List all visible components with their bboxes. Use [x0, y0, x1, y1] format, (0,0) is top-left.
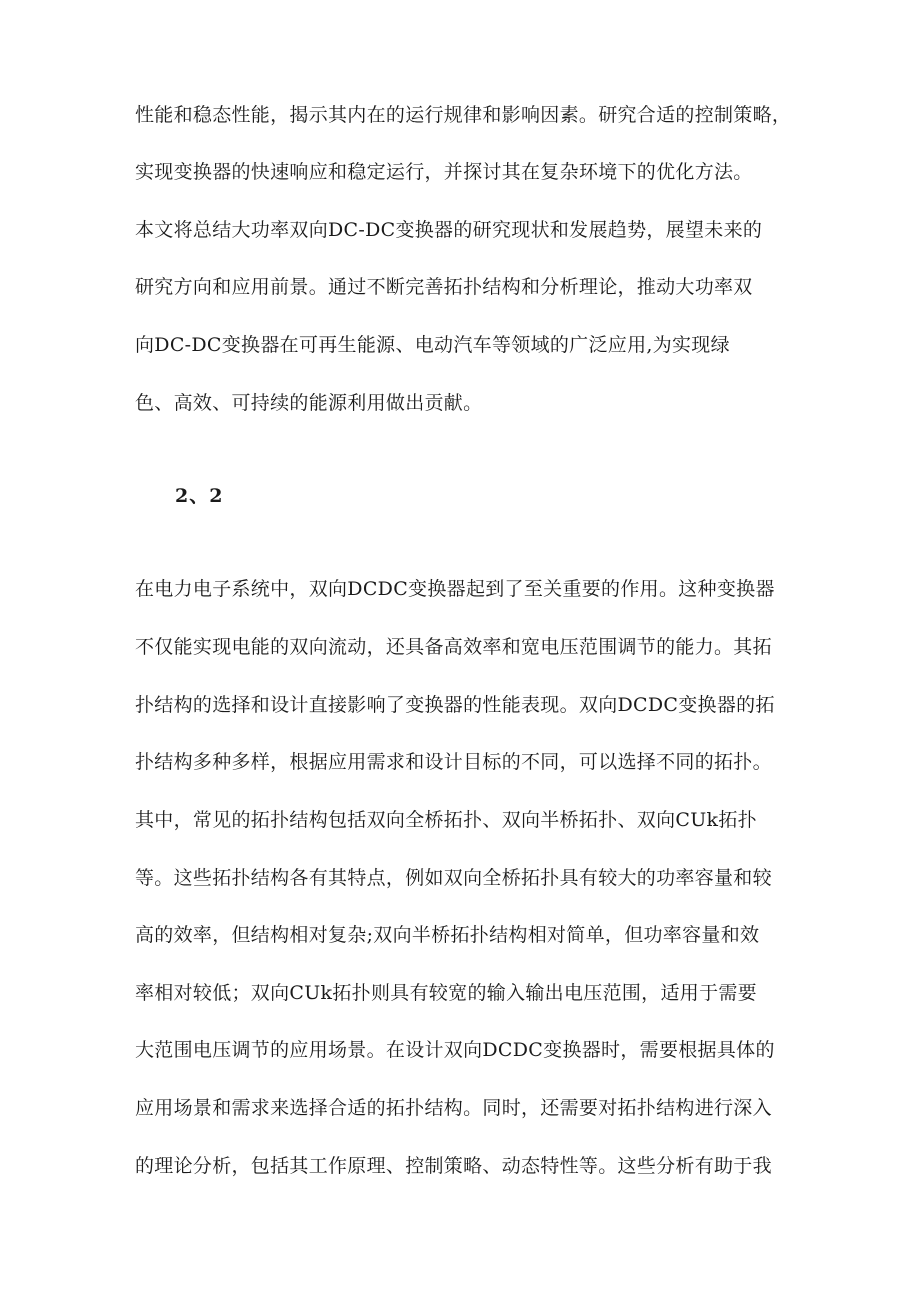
- paragraph2-line-4: 扑结构多种多样，根据应用需求和设计目标的不同，可以选择不同的拓扑。: [135, 751, 772, 773]
- section-heading: 2、2: [175, 485, 224, 507]
- paragraph2-line-1: 在电力电子系统中，双向DCDC变换器起到了至关重要的作用。这种变换器: [135, 578, 775, 600]
- paragraph2-line-11: 的理论分析，包括其工作原理、控制策略、动态特性等。这些分析有助于我: [135, 1155, 772, 1177]
- paragraph2-line-3: 扑结构的选择和设计直接影响了变换器的性能表现。双向DCDC变换器的拓: [135, 694, 775, 716]
- paragraph2-line-6: 等。这些拓扑结构各有其特点，例如双向全桥拓扑具有较大的功率容量和较: [135, 867, 772, 889]
- paragraph2-line-5: 其中，常见的拓扑结构包括双向全桥拓扑、双向半桥拓扑、双向CUk拓扑: [135, 809, 757, 831]
- paragraph2-line-7: 高的效率，但结构相对复杂;双向半桥拓扑结构相对简单，但功率容量和效: [135, 924, 760, 946]
- paragraph1-line-5: 向DC-DC变换器在可再生能源、电动汽车等领域的广泛应用,为实现绿: [135, 334, 730, 356]
- paragraph1-line-2: 实现变换器的快速响应和稳定运行，并探讨其在复杂环境下的优化方法。: [135, 161, 753, 183]
- paragraph1-line-1: 性能和稳态性能，揭示其内在的运行规律和影响因素。研究合适的控制策略，: [135, 104, 792, 126]
- paragraph2-line-10: 应用场景和需求来选择合适的拓扑结构。同时，还需要对拓扑结构进行深入: [135, 1097, 772, 1119]
- paragraph2-line-9: 大范围电压调节的应用场景。在设计双向DCDC变换器时，需要根据具体的: [135, 1039, 775, 1061]
- paragraph1-line-6: 色、高效、可持续的能源利用做出贡献。: [135, 392, 483, 414]
- paragraph1-line-3: 本文将总结大功率双向DC-DC变换器的研究现状和发展趋势，展望未来的: [135, 219, 763, 241]
- paragraph2-line-2: 不仅能实现电能的双向流动，还具备高效率和宽电压范围调节的能力。其拓: [135, 636, 772, 658]
- paragraph1-line-4: 研究方向和应用前景。通过不断完善拓扑结构和分析理论，推动大功率双: [135, 276, 753, 298]
- paragraph2-line-8: 率相对较低；双向CUk拓扑则具有较宽的输入输出电压范围，适用于需要: [135, 982, 757, 1004]
